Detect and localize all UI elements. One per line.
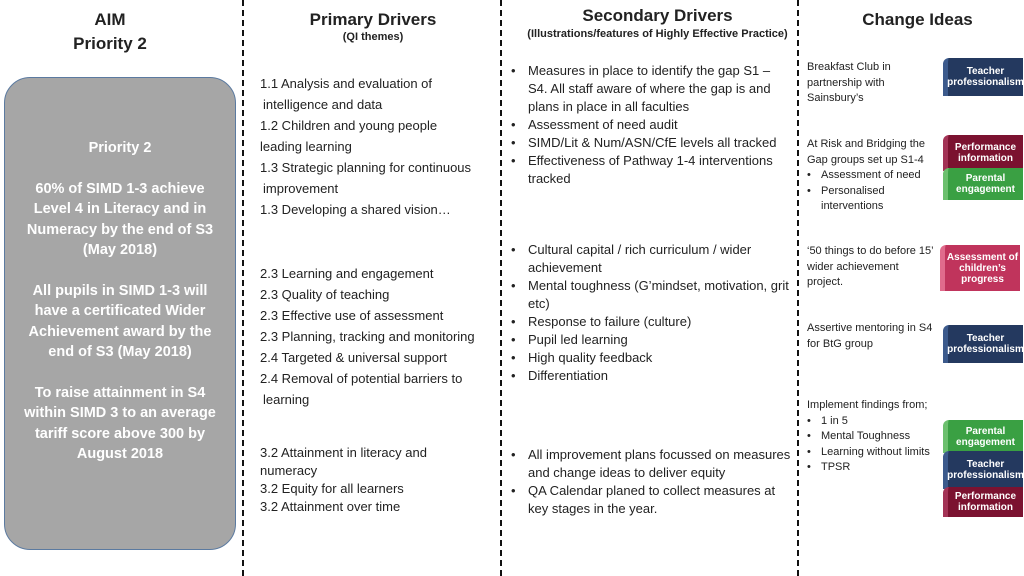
primary-item: 1.1 Analysis and evaluation of [260,76,433,91]
change-idea-2-item: • Personalised interventions [807,184,937,215]
primary-item: improvement [263,181,339,196]
secondary-item: • Cultural capital / rich curriculum / wider achievement [511,241,791,277]
aim-header [40,8,180,56]
change-idea-5-item: • Learning without limits [807,445,935,461]
primary-item: learning [263,392,310,407]
primary-item: 1.3 Developing a shared vision… [260,202,451,217]
parental-engagement-badge: Parental engagement [943,168,1023,200]
secondary-item: • Differentiation [511,367,791,385]
primary-drivers-header: Primary Drivers [309,10,437,29]
performance-information-badge: Performance information [943,135,1023,171]
secondary-item: • QA Calendar planed to collect measures at key stages in the year. [511,482,791,518]
secondary-group-2 [511,241,791,385]
aim-header-line1: AIM [94,10,126,29]
primary-drivers-subheader: (QI themes) [342,31,404,43]
performance-information-badge: Performance information [943,487,1023,517]
divider-3 [797,0,799,576]
teacher-professionalism-badge: Teacher professionalism [943,325,1023,363]
secondary-item: • Response to failure (culture) [511,313,791,331]
primary-group-2 [260,263,496,410]
change-idea-3: ‘50 things to do before 15’ wider achievement project. [807,245,934,288]
secondary-drivers-subheader: (Illustrations/features of Highly Effective Practice) [527,28,788,40]
primary-item: 3.2 Attainment over time [260,499,401,514]
parental-engagement-badge: Parental engagement [943,420,1023,453]
change-ideas-header: Change Ideas [862,10,973,29]
secondary-group-3 [511,446,791,518]
aim-box [4,77,236,550]
divider-1 [242,0,244,576]
divider-2 [500,0,502,576]
change-idea-2 [807,137,937,215]
primary-item: 3.2 Attainment in literacy and [260,445,427,460]
secondary-item: • SIMD/Lit & Num/ASN/CfE levels all tracked [511,134,791,152]
change-idea-2-intro: At Risk and Bridging the Gap groups set up S1-4 [807,138,926,166]
teacher-professionalism-badge: Teacher professionalism [943,58,1023,96]
primary-item: 2.3 Quality of teaching [260,287,390,302]
aim-target-1: 60% of SIMD 1-3 achieve Level 4 in Literacy and in Numeracy by the end of S3 (May 2018) [26,180,214,258]
change-idea-4: Assertive mentoring in S4 for BtG group [807,322,933,350]
primary-group-1 [260,73,496,220]
secondary-item: • Effectiveness of Pathway 1-4 interventions tracked [511,152,791,188]
secondary-item: • Mental toughness (G’mindset, motivation, grit etc) [511,277,791,313]
primary-item: 1.2 Children and young people [260,118,438,133]
primary-item: 2.3 Planning, tracking and monitoring [260,329,475,344]
primary-item: 1.3 Strategic planning for continuous [260,160,472,175]
assessment-progress-badge: Assessment of children’s progress [940,245,1020,291]
aim-header-line2: Priority 2 [73,34,147,53]
secondary-item: • Measures in place to identify the gap S1 – S4. All staff aware of where the gap is and plans in place in all faculties [511,62,791,116]
secondary-drivers-header: Secondary Drivers [582,6,733,25]
change-idea-5-intro: Implement findings from; [807,399,928,411]
secondary-group-1 [511,62,791,188]
change-idea-5 [807,398,935,476]
change-idea-5-item: • Mental Toughness [807,429,935,445]
aim-target-2: All pupils in SIMD 1-3 will have a certificated Wider Achievement award by the end of S3 (May 2018) [28,282,212,360]
primary-item: 3.2 Equity for all learners [260,481,404,496]
change-idea-5-item: • TPSR [807,460,935,476]
secondary-item: • Assessment of need audit [511,116,791,134]
primary-item: numeracy [260,463,318,478]
change-idea-1: Breakfast Club in partnership with Sainsbury’s [807,61,891,104]
primary-item: leading learning [260,139,352,154]
change-idea-5-item: • 1 in 5 [807,414,935,430]
aim-target-3: To raise attainment in S4 within SIMD 3 to an average tariff score above 300 by August 2018 [24,384,216,462]
primary-item: 2.4 Targeted & universal support [260,350,447,365]
primary-group-3 [260,444,496,516]
secondary-item: • All improvement plans focussed on measures and change ideas to deliver equity [511,446,791,482]
primary-item: 2.3 Effective use of assessment [260,308,444,323]
aim-title: Priority 2 [88,140,152,156]
teacher-professionalism-badge: Teacher professionalism [943,451,1023,489]
secondary-item: • High quality feedback [511,349,791,367]
primary-item: 2.3 Learning and engagement [260,266,434,281]
primary-item: intelligence and data [263,97,383,112]
secondary-item: • Pupil led learning [511,331,791,349]
change-idea-2-item: • Assessment of need [807,168,937,184]
primary-item: 2.4 Removal of potential barriers to [260,371,463,386]
